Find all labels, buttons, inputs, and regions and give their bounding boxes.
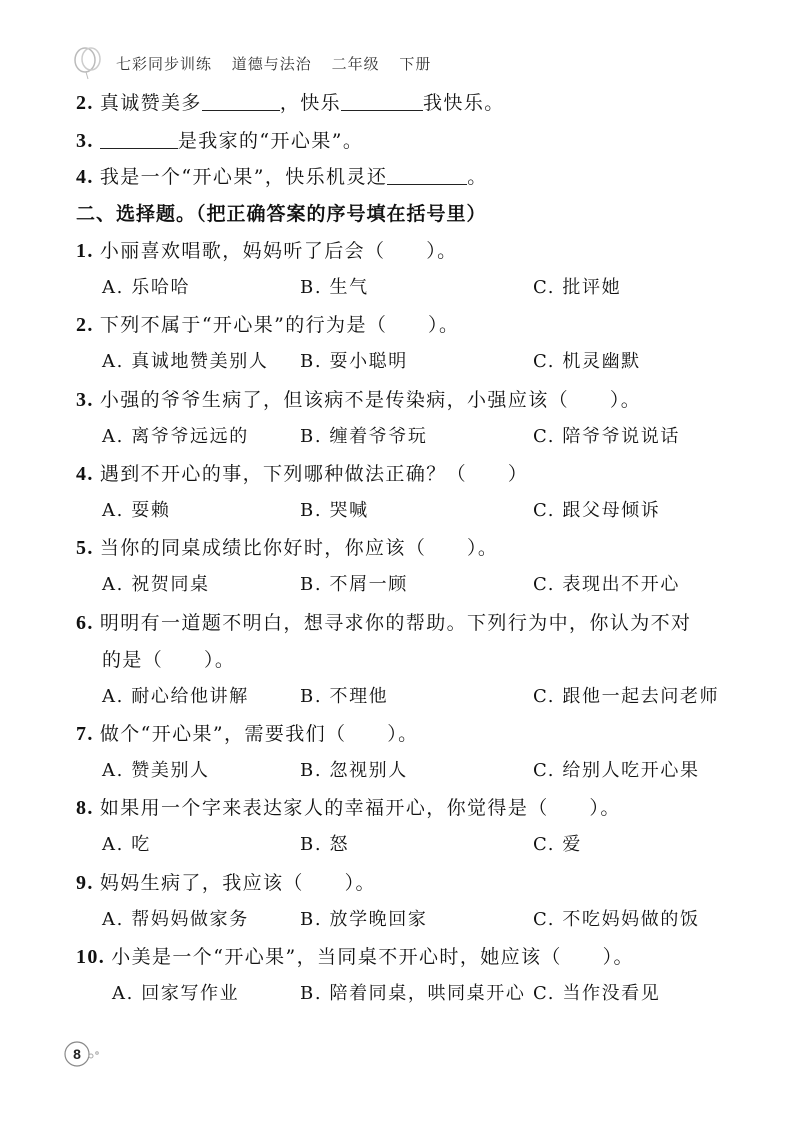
option-a[interactable]: A. 吃: [102, 834, 151, 855]
question-6-continued: 的是（ ）。: [102, 649, 236, 671]
question-4: 4. 遇到不开心的事，下列哪种做法正确？（ ）: [76, 463, 529, 485]
fill-in-item-4: 4. 我是一个“开心果”，快乐机灵还 。: [76, 166, 488, 188]
question-9: 9. 妈妈生病了，我应该（ ）。: [76, 872, 376, 894]
option-b[interactable]: B. 陪着同桌，哄同桌开心: [300, 983, 526, 1004]
answer-blank[interactable]: [341, 90, 423, 111]
option-a[interactable]: A. 乐哈哈: [102, 277, 191, 298]
option-c[interactable]: C. 不吃妈妈做的饭: [533, 909, 700, 930]
answer-blank[interactable]: [387, 164, 467, 185]
answer-blank[interactable]: [202, 90, 280, 111]
option-b[interactable]: B. 忽视别人: [300, 760, 408, 781]
option-a[interactable]: A. 耍赖: [102, 500, 171, 521]
option-b[interactable]: B. 缠着爷爷玩: [300, 426, 428, 447]
question-5: 5. 当你的同桌成绩比你好时，你应该（ ）。: [76, 537, 499, 559]
option-c[interactable]: C. 当作没看见: [533, 983, 661, 1004]
option-b[interactable]: B. 不屑一顾: [300, 574, 408, 595]
header-series: 七彩同步训练: [116, 54, 213, 73]
question-7: 7. 做个“开心果”，需要我们（ ）。: [76, 723, 419, 745]
page-header: [72, 46, 445, 80]
question-1: 1. 小丽喜欢唱歌，妈妈听了后会（ ）。: [76, 240, 458, 262]
page-number: 8: [73, 1046, 81, 1062]
option-c[interactable]: C. 跟父母倾诉: [533, 500, 661, 521]
option-a[interactable]: A. 真诚地赞美别人: [102, 351, 269, 372]
option-a[interactable]: A. 祝贺同桌: [102, 574, 210, 595]
option-c[interactable]: C. 机灵幽默: [533, 351, 641, 372]
header-volume: 下册: [399, 54, 432, 73]
page-number-badge: [62, 1036, 102, 1076]
option-a[interactable]: A. 离爷爷远远的: [102, 426, 249, 447]
option-a[interactable]: A. 回家写作业: [112, 983, 240, 1004]
option-c[interactable]: C. 给别人吃开心果: [533, 760, 700, 781]
fill-in-item-2: 2. 真诚赞美多 ，快乐 我快乐。: [76, 92, 505, 114]
option-b[interactable]: B. 怒: [300, 834, 350, 855]
question-6: 6. 明明有一道题不明白，想寻求你的帮助。下列行为中，你认为不对: [76, 612, 692, 634]
question-10: 10. 小美是一个“开心果”，当同桌不开心时，她应该（ ）。: [76, 946, 634, 968]
option-a[interactable]: A. 帮妈妈做家务: [102, 909, 249, 930]
option-b[interactable]: B. 生气: [300, 277, 369, 298]
option-b[interactable]: B. 哭喊: [300, 500, 369, 521]
header-grade: 二年级: [331, 54, 380, 73]
balloon-logo-icon: [72, 46, 106, 80]
question-3: 3. 小强的爷爷生病了，但该病不是传染病，小强应该（ ）。: [76, 389, 642, 411]
option-a[interactable]: A. 耐心给他讲解: [102, 686, 249, 707]
option-c[interactable]: C. 表现出不开心: [533, 574, 680, 595]
option-c[interactable]: C. 陪爷爷说说话: [533, 426, 680, 447]
question-8: 8. 如果用一个字来表达家人的幸福开心，你觉得是（ ）。: [76, 797, 621, 819]
option-b[interactable]: B. 放学晚回家: [300, 909, 428, 930]
option-c[interactable]: C. 批评她: [533, 277, 622, 298]
answer-blank[interactable]: [100, 128, 178, 149]
question-2: 2. 下列不属于“开心果”的行为是（ ）。: [76, 314, 460, 336]
option-c[interactable]: C. 跟他一起去问老师: [533, 686, 720, 707]
option-a[interactable]: A. 赞美别人: [102, 760, 210, 781]
fill-in-item-3: 3. 是我家的“开心果”。: [76, 130, 364, 152]
header-subject: 道德与法治: [231, 54, 312, 73]
section-title: 二、选择题。（把正确答案的序号填在括号里）: [76, 203, 487, 225]
option-b[interactable]: B. 不理他: [300, 686, 389, 707]
option-c[interactable]: C. 爱: [533, 834, 582, 855]
option-b[interactable]: B. 耍小聪明: [300, 351, 408, 372]
